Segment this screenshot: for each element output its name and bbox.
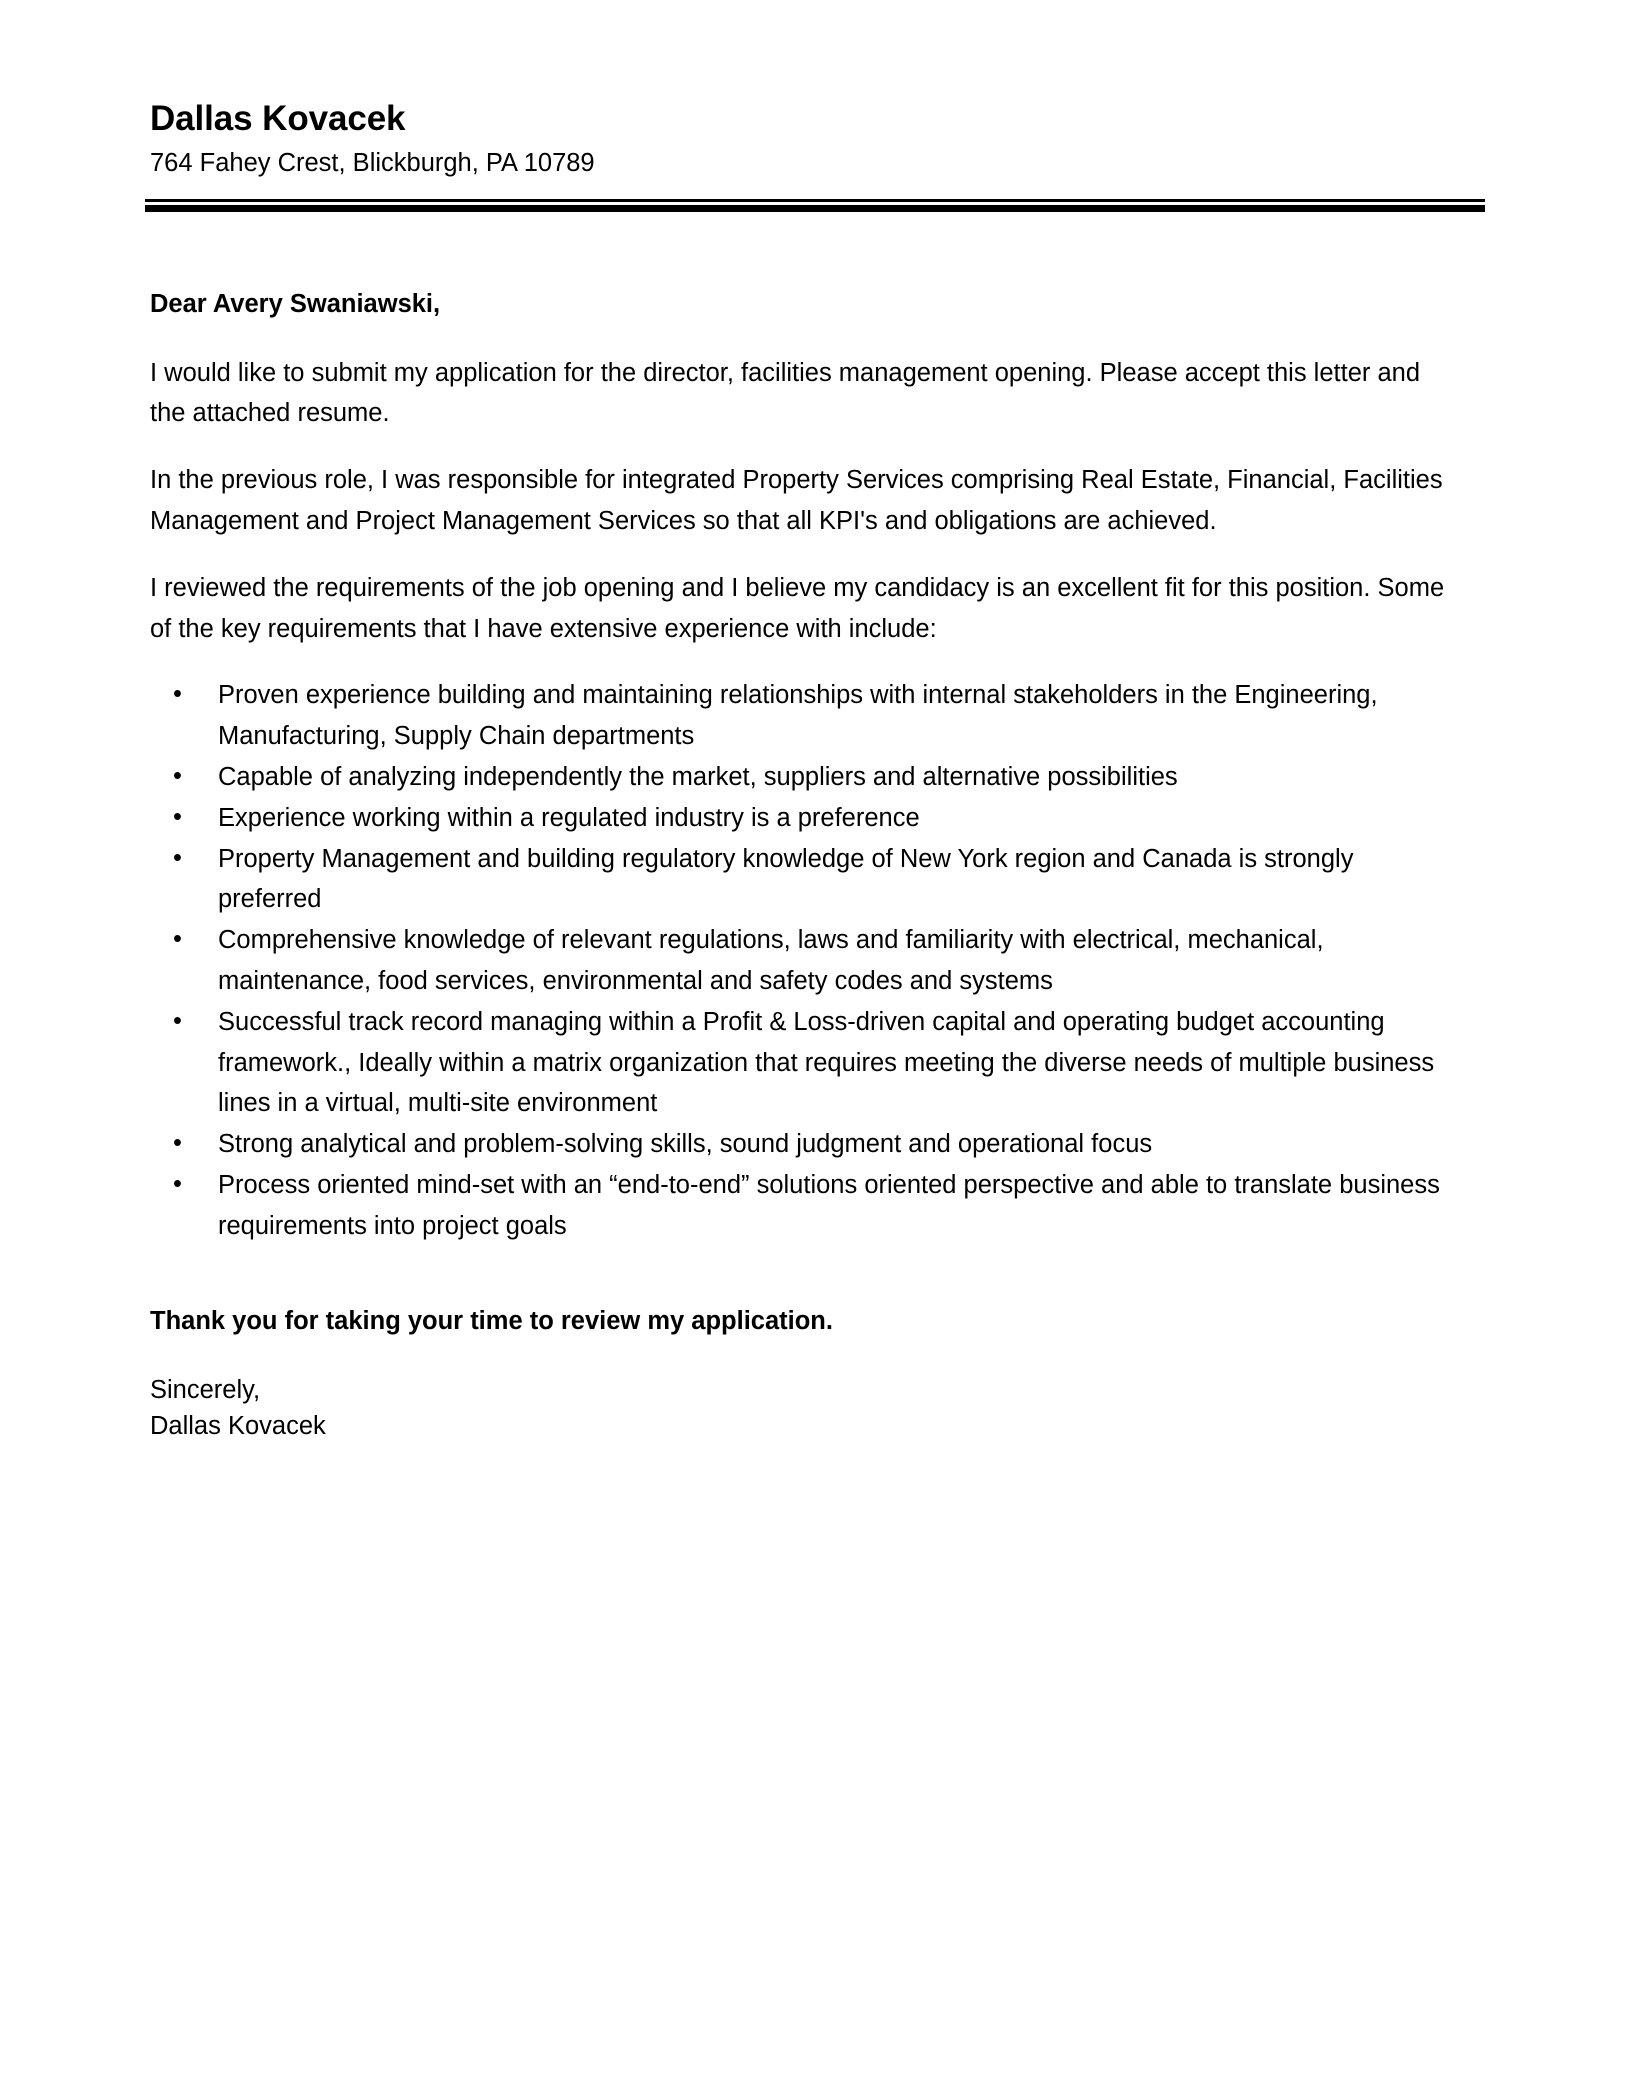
body-paragraph-1: I would like to submit my application for the director, facilities management opening. Please accept this letter and the attached resume. (150, 358, 1421, 428)
list-item: • Comprehensive knowledge of relevant regulations, laws and familiarity with electrical, mechanical, maintenance, food services, environmental and safety codes and systems (173, 920, 1452, 1002)
sender-name: Dallas Kovacek (150, 99, 406, 138)
salutation: Dear Avery Swaniawski, (150, 289, 441, 318)
list-item: • Process oriented mind-set with an “end-to-end” solutions oriented perspective and able to translate business requirements into project goals (173, 1165, 1452, 1247)
list-item: • Strong analytical and problem-solving skills, sound judgment and operational focus (173, 1124, 1452, 1165)
closing-thanks: Thank you for taking your time to review my application. (150, 1306, 833, 1335)
signature-name: Dallas Kovacek (150, 1411, 326, 1440)
requirements-list (150, 675, 1452, 1246)
letterhead-divider (145, 199, 1485, 212)
sender-address: 764 Fahey Crest, Blickburgh, PA 10789 (150, 149, 595, 178)
body-paragraph-2: In the previous role, I was responsible for integrated Property Services comprising Real Estate, Financial, Facilities Management and Project Management Services so that all KPI's and obligations are achieved. (150, 466, 1443, 536)
signoff-salutation: Sincerely, (150, 1375, 261, 1404)
document-content (150, 0, 1452, 1444)
list-item: • Experience working within a regulated industry is a preference (173, 798, 1452, 839)
list-item: • Capable of analyzing independently the market, suppliers and alternative possibilities (173, 757, 1452, 798)
list-item: • Proven experience building and maintaining relationships with internal stakeholders in the Engineering, Manufacturing, Supply Chain departments (173, 675, 1452, 757)
list-item: • Successful track record managing within a Profit & Loss-driven capital and operating budget accounting framework., Ideally within a matrix organization that requires meeting the diverse needs of multiple business lines in a virtual, multi-site environment (173, 1002, 1452, 1124)
signoff-block (150, 1373, 1452, 1444)
divider-thick-rule (145, 205, 1485, 212)
letter-body (150, 286, 1452, 1445)
list-item: • Property Management and building regulatory knowledge of New York region and Canada is strongly preferred (173, 839, 1452, 921)
letterhead (150, 0, 1452, 181)
body-paragraph-3: I reviewed the requirements of the job opening and I believe my candidacy is an excellent fit for this position. Some of the key requirements that I have extensive experience with include: (150, 573, 1445, 643)
